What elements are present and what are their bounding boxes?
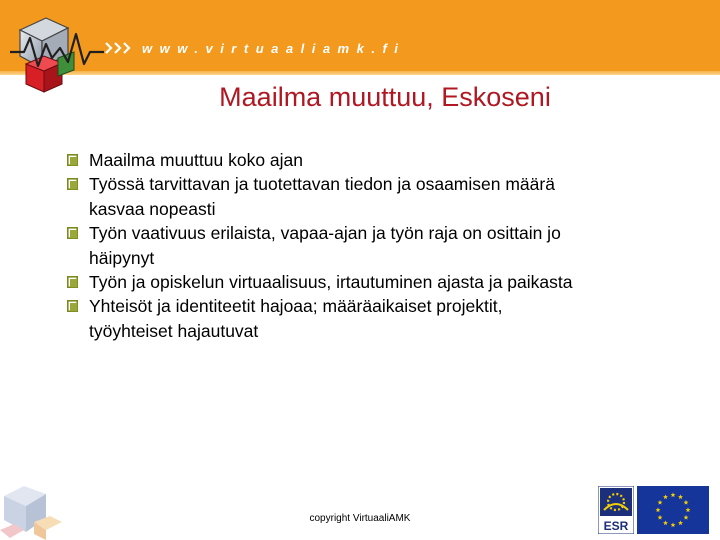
bullet-line: Yhteisöt ja identiteetit hajoaa; määräaikaiset projektit, bbox=[89, 296, 503, 317]
checkbox-bullet-icon bbox=[67, 227, 78, 239]
bullet-line: kasvaa nopeasti bbox=[89, 198, 216, 219]
bullet-list bbox=[66, 148, 656, 343]
triple-chevron-right-icon bbox=[104, 41, 134, 55]
site-url[interactable]: www.virtuaaliamk.fi bbox=[142, 40, 406, 56]
checkbox-bullet-icon bbox=[67, 178, 78, 190]
bullet-line: Työssä tarvittavan ja tuotettavan tiedon ja osaamisen määrä bbox=[89, 174, 555, 195]
bullet-item bbox=[66, 172, 656, 221]
checkbox-bullet-icon bbox=[67, 154, 78, 166]
header-url-strip bbox=[104, 38, 405, 58]
slide-title: Maailma muuttuu, Eskoseni bbox=[219, 82, 551, 112]
bullet-item bbox=[66, 270, 656, 294]
bullet-line: Työn vaativuus erilaista, vapaa-ajan ja työn raja on osittain jo bbox=[89, 223, 561, 244]
esr-logo-icon bbox=[598, 486, 634, 534]
copyright-text: copyright VirtuaaliAMK bbox=[309, 513, 411, 524]
eu-flag-icon bbox=[637, 486, 709, 534]
checkbox-bullet-icon bbox=[67, 300, 78, 312]
esr-label: ESR bbox=[603, 519, 629, 533]
cube-deco-icon bbox=[0, 472, 62, 540]
bullet-line: Työn ja opiskelun virtuaalisuus, irtautuminen ajasta ja paikasta bbox=[89, 272, 573, 293]
bullet-line: Maailma muuttuu koko ajan bbox=[89, 150, 303, 170]
bullet-item bbox=[66, 148, 656, 172]
bullet-line: työyhteiset hajautuvat bbox=[89, 320, 259, 341]
bullet-line: häipynyt bbox=[89, 247, 155, 268]
bullet-item bbox=[66, 294, 656, 343]
checkbox-bullet-icon bbox=[67, 276, 78, 288]
bullet-item bbox=[66, 221, 656, 270]
